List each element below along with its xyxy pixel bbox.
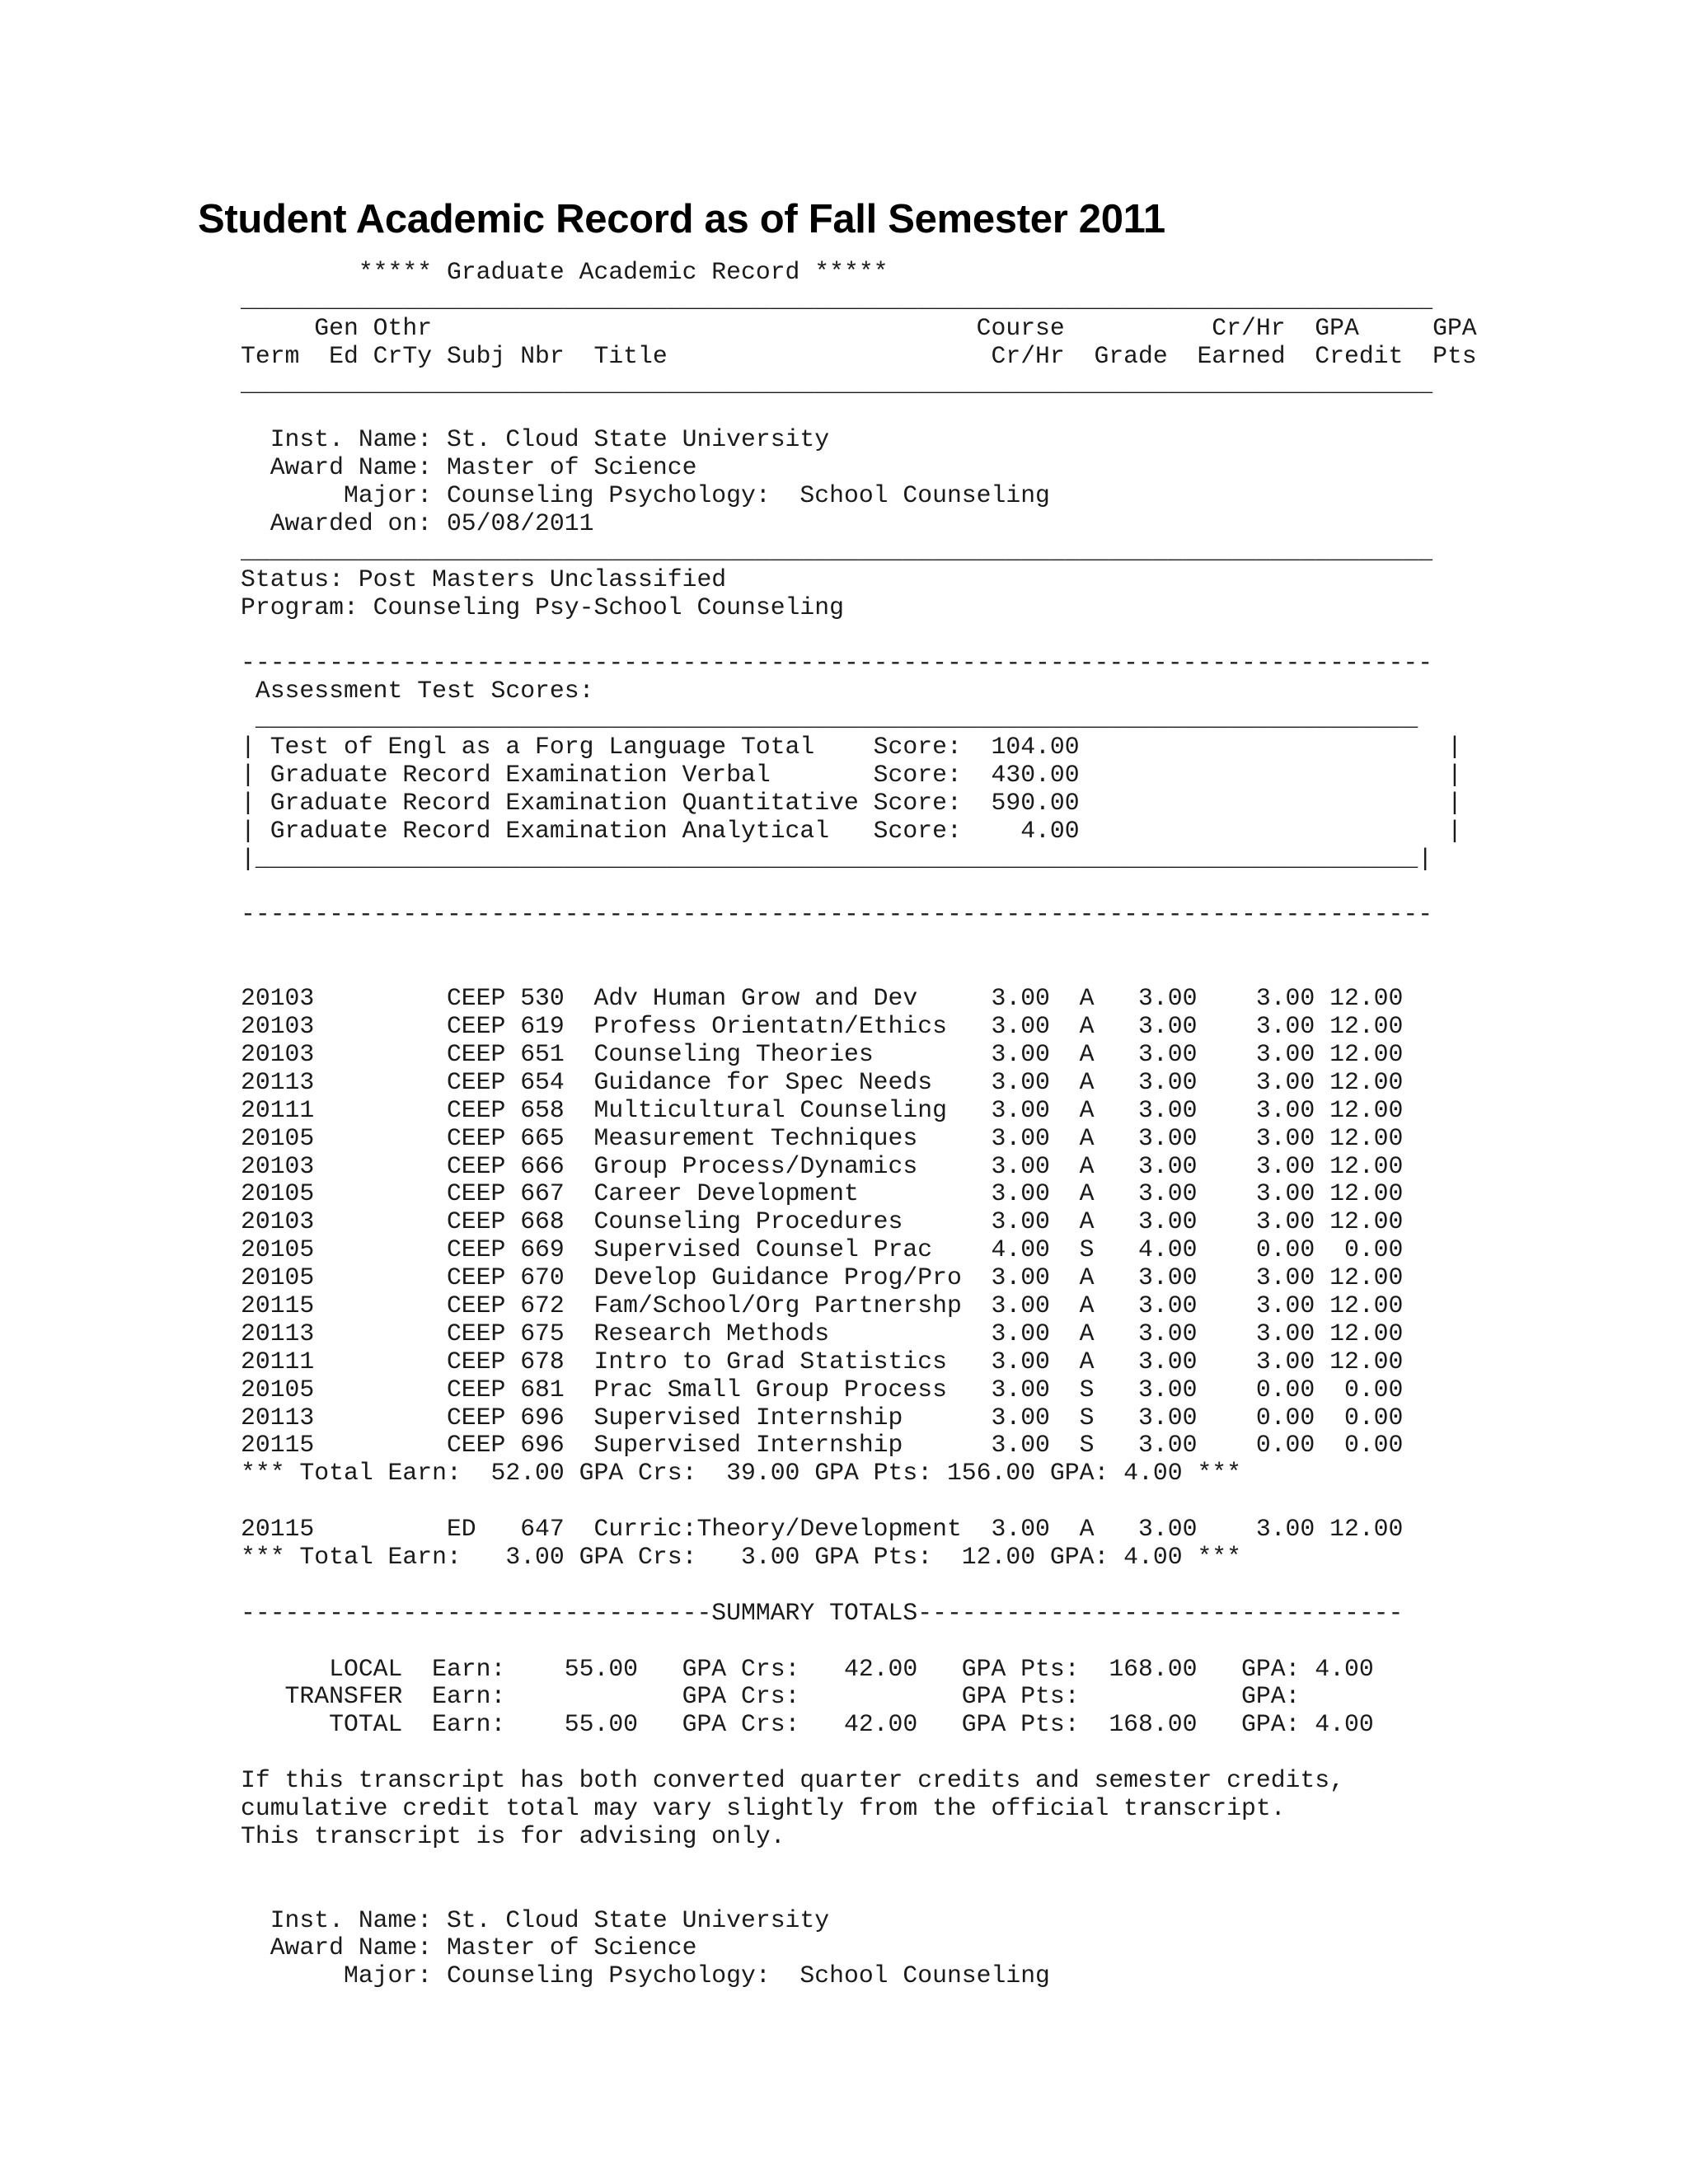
transcript-line bbox=[241, 622, 1477, 650]
transcript-line: 20103 CEEP 666 Group Process/Dynamics 3.00 A 3.00 3.00 12.00 bbox=[241, 1151, 1404, 1180]
transcript-line: *** Total Earn: 52.00 GPA Crs: 39.00 GPA Pts: 156.00 GPA: 4.00 *** bbox=[241, 1459, 1241, 1488]
transcript-line: This transcript is for advising only. bbox=[241, 1821, 785, 1850]
transcript-line: Award Name: Master of Science bbox=[241, 453, 697, 482]
transcript-line: Status: Post Masters Unclassified bbox=[241, 565, 727, 593]
transcript-line: If this transcript has both converted quarter credits and semester credits, bbox=[241, 1766, 1344, 1795]
transcript-line: | Test of Engl as a Forg Language Total Score: 104.00 | bbox=[241, 733, 1462, 762]
transcript-line: TOTAL Earn: 55.00 GPA Crs: 42.00 GPA Pts: 168.00 GPA: 4.00 bbox=[241, 1710, 1374, 1739]
transcript-line: _______________________________________________________________________________ bbox=[241, 705, 1418, 733]
transcript-line: 20115 CEEP 672 Fam/School/Org Partnershp 3.00 A 3.00 3.00 12.00 bbox=[241, 1291, 1404, 1319]
transcript-line: 20105 CEEP 665 Measurement Techniques 3.00 A 3.00 3.00 12.00 bbox=[241, 1123, 1404, 1152]
transcript-line: _________________________________________________________________________________ bbox=[241, 369, 1433, 398]
transcript-line: Major: Counseling Psychology: School Counseling bbox=[241, 1961, 1050, 1990]
transcript-line: 20105 CEEP 669 Supervised Counsel Prac 4.00 S 4.00 0.00 0.00 bbox=[241, 1235, 1404, 1264]
transcript-line: 20115 ED 647 Curric:Theory/Development 3.00 A 3.00 3.00 12.00 bbox=[241, 1515, 1404, 1544]
transcript-line: 20113 CEEP 675 Research Methods 3.00 A 3.00 3.00 12.00 bbox=[241, 1319, 1404, 1347]
transcript-line: 20113 CEEP 696 Supervised Internship 3.00 S 3.00 0.00 0.00 bbox=[241, 1403, 1404, 1432]
transcript-line bbox=[241, 398, 1477, 426]
transcript-line: TRANSFER Earn: GPA Crs: GPA Pts: GPA: bbox=[241, 1682, 1301, 1711]
transcript-line bbox=[241, 1488, 1477, 1516]
transcript-line: Awarded on: 05/08/2011 bbox=[241, 509, 594, 538]
transcript-body bbox=[241, 259, 1477, 1990]
transcript-line: 20103 CEEP 619 Profess Orientatn/Ethics 3.00 A 3.00 3.00 12.00 bbox=[241, 1012, 1404, 1041]
transcript-line: Major: Counseling Psychology: School Counseling bbox=[241, 481, 1050, 510]
transcript-line: Gen Othr Course Cr/Hr GPA GPA bbox=[241, 313, 1477, 342]
transcript-line bbox=[241, 1628, 1477, 1656]
transcript-line bbox=[241, 1739, 1477, 1767]
transcript-line: Award Name: Master of Science bbox=[241, 1933, 697, 1962]
transcript-line: | Graduate Record Examination Quantitative Score: 590.00 | bbox=[241, 788, 1462, 817]
transcript-line bbox=[241, 929, 1477, 957]
transcript-line bbox=[241, 1572, 1477, 1600]
transcript-line: _________________________________________________________________________________ bbox=[241, 537, 1433, 565]
transcript-line: 20105 CEEP 667 Career Development 3.00 A 3.00 3.00 12.00 bbox=[241, 1179, 1404, 1208]
transcript-line: Term Ed CrTy Subj Nbr Title Cr/Hr Grade Earned Credit Pts bbox=[241, 341, 1477, 370]
transcript-line: 20115 CEEP 696 Supervised Internship 3.00 S 3.00 0.00 0.00 bbox=[241, 1431, 1404, 1460]
transcript-line: _________________________________________________________________________________ bbox=[241, 285, 1433, 314]
transcript-line: Assessment Test Scores: bbox=[241, 677, 594, 705]
transcript-line bbox=[241, 1851, 1477, 1879]
transcript-line: 20103 CEEP 668 Counseling Procedures 3.00 A 3.00 3.00 12.00 bbox=[241, 1207, 1404, 1236]
transcript-line: | Graduate Record Examination Verbal Score: 430.00 | bbox=[241, 761, 1462, 790]
page-title: Student Academic Record as of Fall Semester 2011 bbox=[198, 197, 1165, 241]
transcript-line: 20105 CEEP 681 Prac Small Group Process 3.00 S 3.00 0.00 0.00 bbox=[241, 1375, 1404, 1404]
transcript-line: Program: Counseling Psy-School Counseling bbox=[241, 593, 844, 621]
transcript-line bbox=[241, 1879, 1477, 1907]
transcript-line: --------------------------------------------------------------------------------- bbox=[241, 900, 1433, 929]
transcript-line: | Graduate Record Examination Analytical Score: 4.00 | bbox=[241, 816, 1462, 845]
transcript-line: 20111 CEEP 678 Intro to Grad Statistics 3.00 A 3.00 3.00 12.00 bbox=[241, 1347, 1404, 1376]
transcript-line: Inst. Name: St. Cloud State University bbox=[241, 425, 830, 454]
transcript-line bbox=[241, 874, 1477, 902]
transcript-line: |_______________________________________________________________________________| bbox=[241, 844, 1433, 873]
transcript-line: --------------------------------SUMMARY TOTALS--------------------------------- bbox=[241, 1598, 1404, 1627]
transcript-line: *** Total Earn: 3.00 GPA Crs: 3.00 GPA Pts: 12.00 GPA: 4.00 *** bbox=[241, 1542, 1241, 1571]
transcript-line: 20111 CEEP 658 Multicultural Counseling 3.00 A 3.00 3.00 12.00 bbox=[241, 1095, 1404, 1124]
transcript-line: ***** Graduate Academic Record ***** bbox=[241, 258, 889, 286]
transcript-line: --------------------------------------------------------------------------------- bbox=[241, 649, 1433, 677]
transcript-line: 20113 CEEP 654 Guidance for Spec Needs 3.00 A 3.00 3.00 12.00 bbox=[241, 1067, 1404, 1096]
transcript-line: Inst. Name: St. Cloud State University bbox=[241, 1905, 830, 1934]
transcript-line: LOCAL Earn: 55.00 GPA Crs: 42.00 GPA Pts: 168.00 GPA: 4.00 bbox=[241, 1654, 1374, 1683]
transcript-line: 20103 CEEP 530 Adv Human Grow and Dev 3.00 A 3.00 3.00 12.00 bbox=[241, 984, 1404, 1013]
transcript-line: cumulative credit total may vary slightly from the official transcript. bbox=[241, 1793, 1286, 1822]
transcript-line: 20103 CEEP 651 Counseling Theories 3.00 A 3.00 3.00 12.00 bbox=[241, 1039, 1404, 1068]
transcript-line: 20105 CEEP 670 Develop Guidance Prog/Pro 3.00 A 3.00 3.00 12.00 bbox=[241, 1263, 1404, 1292]
transcript-line bbox=[241, 957, 1477, 985]
